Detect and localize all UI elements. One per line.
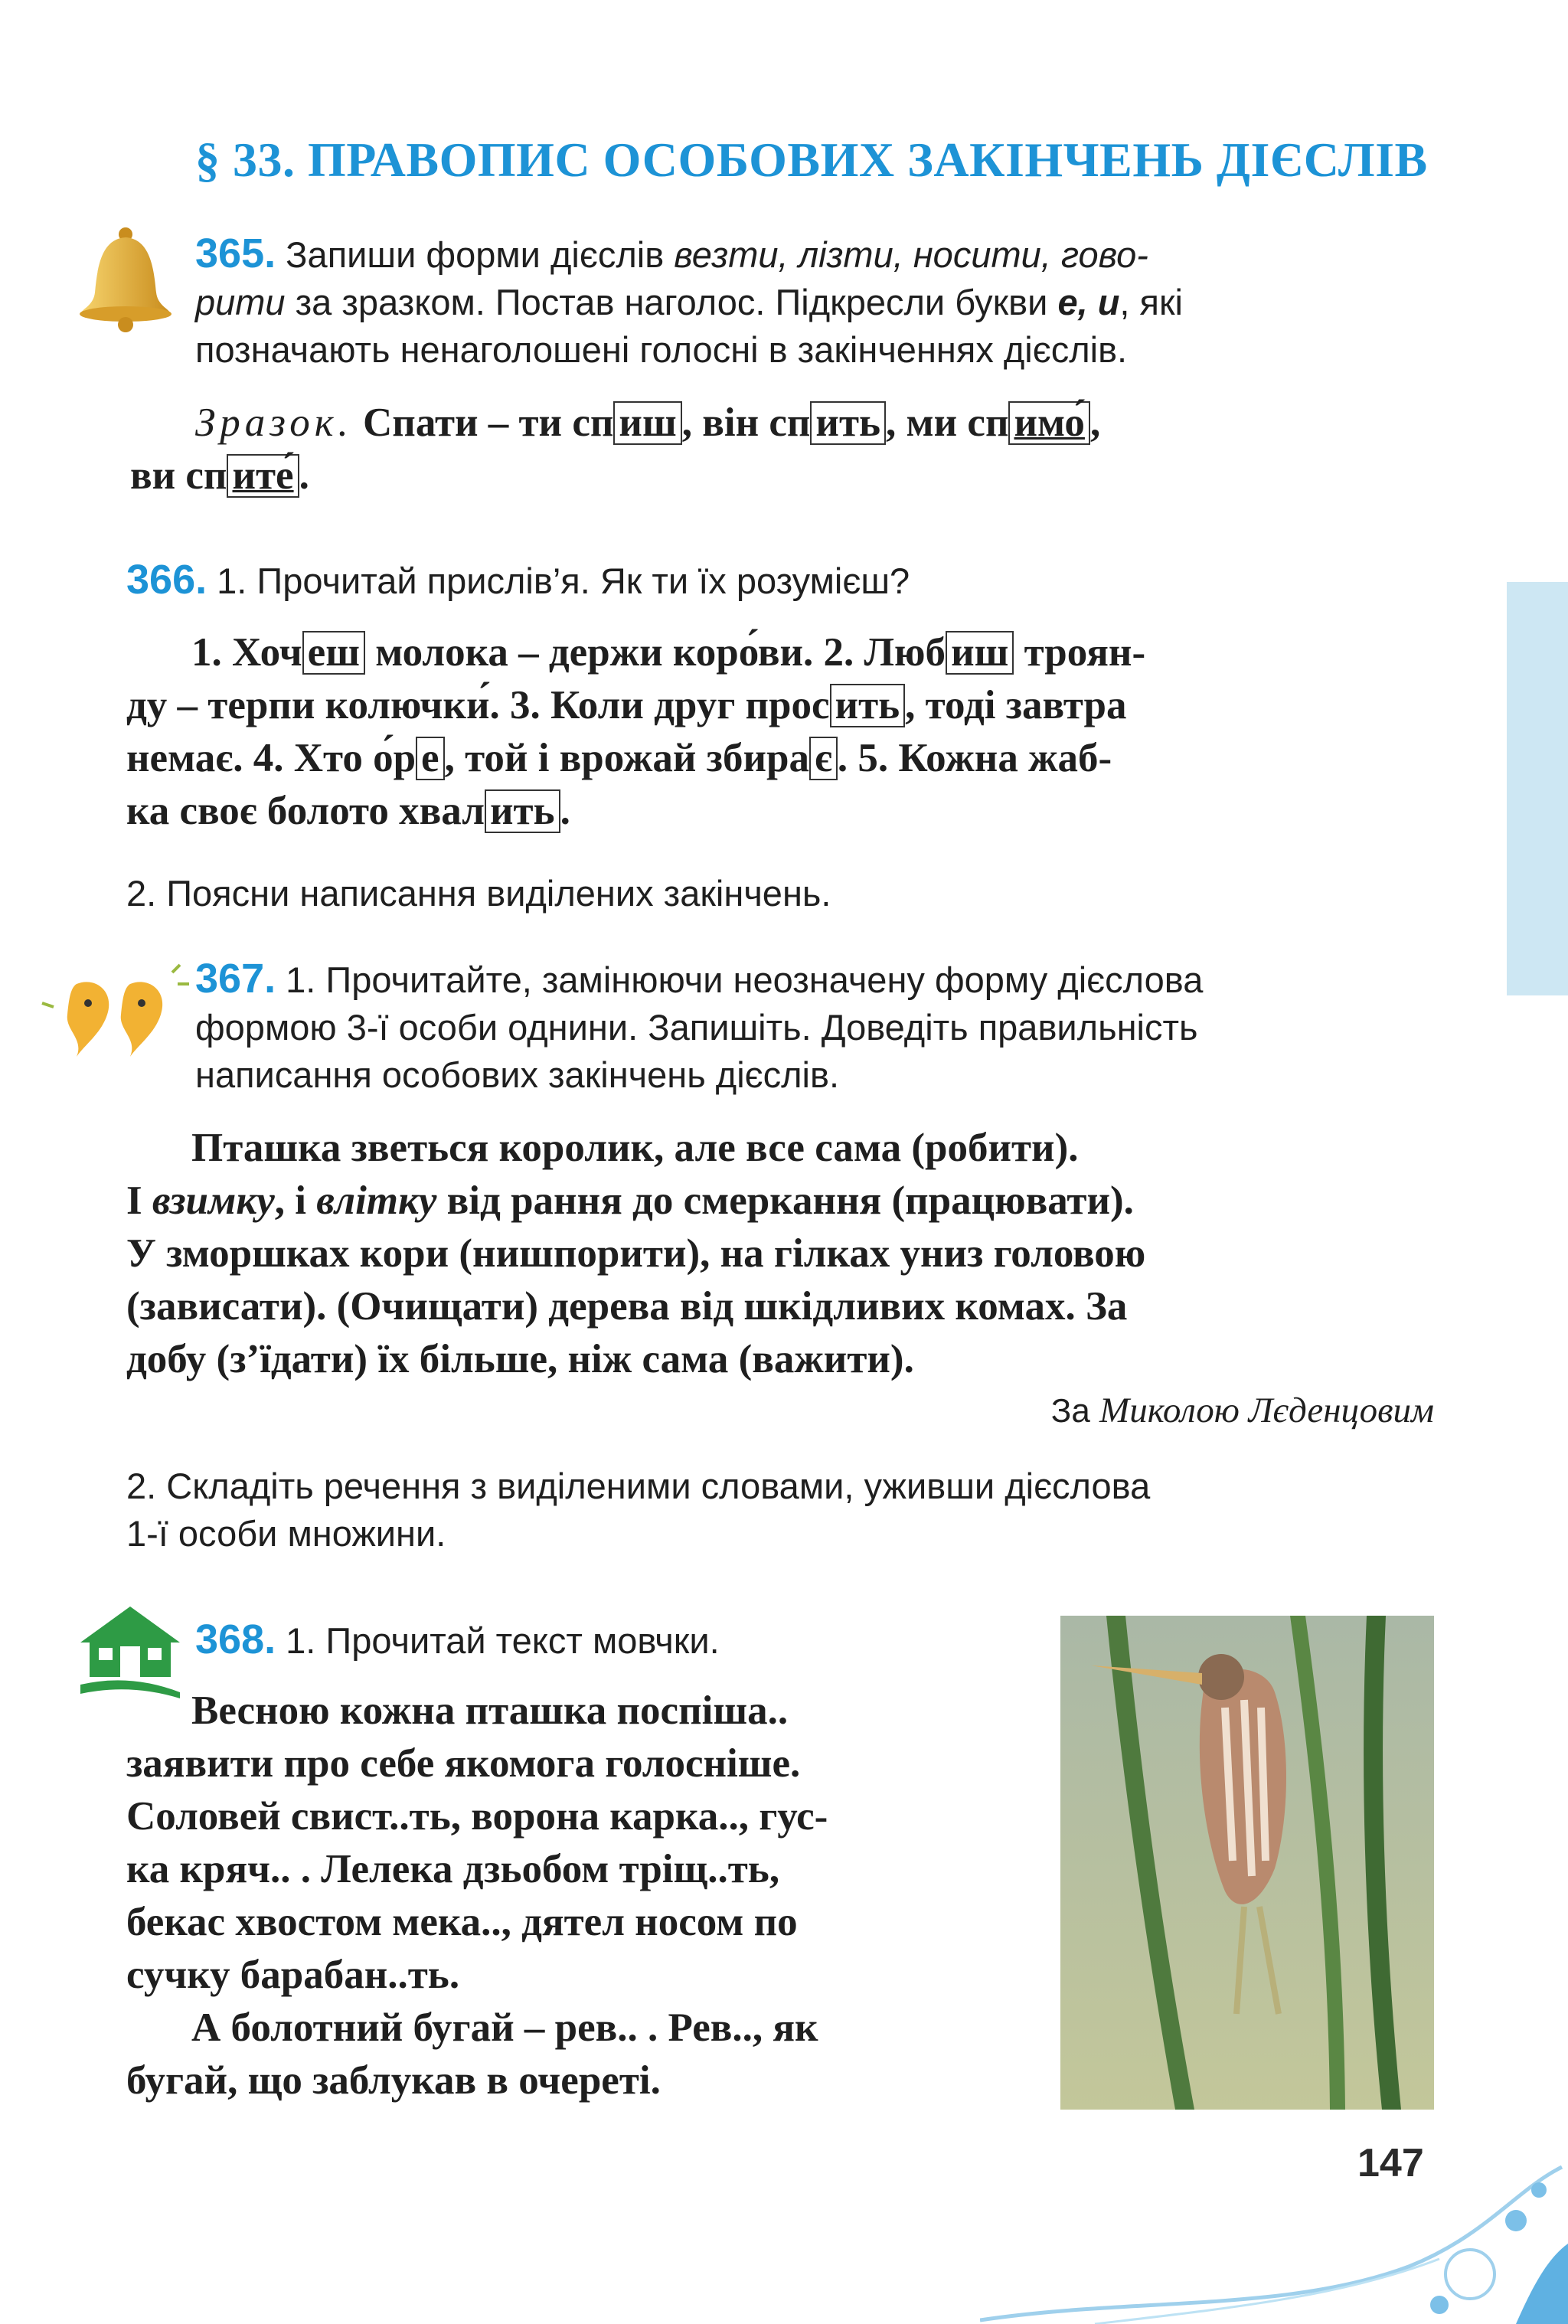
text: А болотний бугай – рев.. . Рев.., як <box>191 2005 818 2050</box>
text: заявити про себе якомога голосніше. <box>126 1741 801 1786</box>
text: Спати – ти сп <box>363 400 614 445</box>
text: молока – держи коро́ви. 2. Люб <box>364 630 946 675</box>
text: добу (з’їдати) їх більше, ніж сама (важити). <box>126 1337 914 1381</box>
task-368-text <box>126 1685 1024 2107</box>
text: , тоді завтра <box>905 683 1127 727</box>
text: , ми сп <box>886 400 1009 445</box>
task-365-sample <box>130 397 1436 502</box>
text: , він сп <box>681 400 811 445</box>
ending-box: имо́ <box>1008 401 1089 445</box>
task-366-proverbs <box>126 626 1436 838</box>
text: позначають ненаголошені голосні в закінченнях дієслів. <box>195 329 1128 370</box>
ending-box: ите́ <box>227 454 299 498</box>
author-name: Миколою Лєденцовим <box>1099 1391 1434 1430</box>
text: І <box>126 1178 152 1223</box>
text: . 5. Кожна жаб- <box>837 736 1112 780</box>
task-number: 365. <box>195 230 276 276</box>
text: 2. Складіть речення з виділеними словами, уживши дієслова <box>126 1466 1151 1506</box>
task-366-instructions <box>126 556 1436 605</box>
task-367-text <box>126 1122 1436 1386</box>
ending-box: ить <box>485 789 560 833</box>
text: бугай, що заблукав в очереті. <box>126 2058 661 2103</box>
text: (зависати). (Очищати) дерева від шкідливих комах. За <box>126 1284 1128 1329</box>
text: За <box>1050 1392 1100 1430</box>
discussion-quotes-icon <box>31 953 199 1068</box>
text-italic: везти, лізти, носити, гово- <box>674 234 1148 275</box>
task-368-instructions <box>195 1616 1037 1665</box>
text: 1-ї особи множини. <box>126 1513 446 1554</box>
highlighted-word: влітку <box>316 1178 437 1223</box>
ending-box: еш <box>302 631 365 675</box>
author-caption <box>1051 1390 1434 1431</box>
task-367-instruction-2 <box>126 1463 1436 1558</box>
text: формою 3-ї особи однини. Запишіть. Доведіть правильність <box>195 1007 1198 1048</box>
text: Соловей свист..ть, ворона карка.., гус- <box>126 1794 828 1839</box>
text: немає. 4. Хто о́р <box>126 736 416 780</box>
text: ду – терпи колючки́. 3. Коли друг прос <box>126 683 830 727</box>
text: 1. Хоч <box>191 630 302 675</box>
sample-label: Зразок. <box>195 400 353 445</box>
text: написання особових закінчень дієслів. <box>195 1054 840 1095</box>
task-367-instructions <box>195 955 1439 1099</box>
text: сучку барабан..ть. <box>126 1953 460 1997</box>
text: . <box>560 789 570 833</box>
decorative-swirl <box>980 2144 1568 2324</box>
task-366-instruction-2: 2. Поясни написання виділених закінчень. <box>126 873 831 914</box>
text: бекас хвостом мека.., дятел носом по <box>126 1900 798 1944</box>
ending-box: е <box>416 737 445 780</box>
page-number: 147 <box>1357 2141 1424 2185</box>
text: , які <box>1119 282 1183 322</box>
text-bold: е, и <box>1057 282 1120 322</box>
text: від рання до смеркання (працювати). <box>436 1178 1134 1223</box>
text: Весною кожна пташка поспіша.. <box>191 1688 789 1733</box>
text: ка своє болото хвал <box>126 789 485 833</box>
ending-box: иш <box>613 401 681 445</box>
text: за зразком. Постав наголос. Підкресли букви <box>285 282 1058 322</box>
ending-box: є <box>809 737 838 780</box>
text: . <box>299 453 309 498</box>
ending-box: иш <box>946 631 1014 675</box>
highlighted-word: взимку <box>152 1178 275 1223</box>
task-number: 367. <box>195 956 276 1002</box>
text: ка кряч.. . Лелека дзьобом тріщ..ть, <box>126 1847 780 1891</box>
text-italic: рити <box>195 282 286 322</box>
task-number: 366. <box>126 557 207 603</box>
text: , <box>1089 400 1101 445</box>
section-title: § 33. ПРАВОПИС ОСОБОВИХ ЗАКІНЧЕНЬ ДІЄСЛІВ <box>195 132 1428 187</box>
text: ви сп <box>130 453 227 498</box>
bittern-photo <box>1060 1616 1434 2110</box>
text: У зморшках кори (нишпорити), на гілках униз головою <box>126 1231 1146 1276</box>
side-tab-strip <box>1507 582 1568 995</box>
task-365-instructions <box>195 230 1436 374</box>
text: 1. Прочитай текст мовчки. <box>286 1620 720 1661</box>
text: троян- <box>1014 630 1146 675</box>
text: Запиши форми дієслів <box>286 234 675 275</box>
text: Пташка зветься королик, але все сама (робити). <box>191 1126 1079 1170</box>
task-number: 368. <box>195 1616 276 1662</box>
text: , той і врожай збира <box>444 736 809 780</box>
bell-icon <box>70 222 185 337</box>
text: 1. Прочитайте, замінюючи неозначену форму дієслова <box>286 959 1204 1000</box>
ending-box: ить <box>810 401 886 445</box>
ending-box: ить <box>830 684 906 727</box>
text: , і <box>274 1178 317 1223</box>
text: 1. Прочитай прислів’я. Як ти їх розумієш? <box>217 561 910 601</box>
